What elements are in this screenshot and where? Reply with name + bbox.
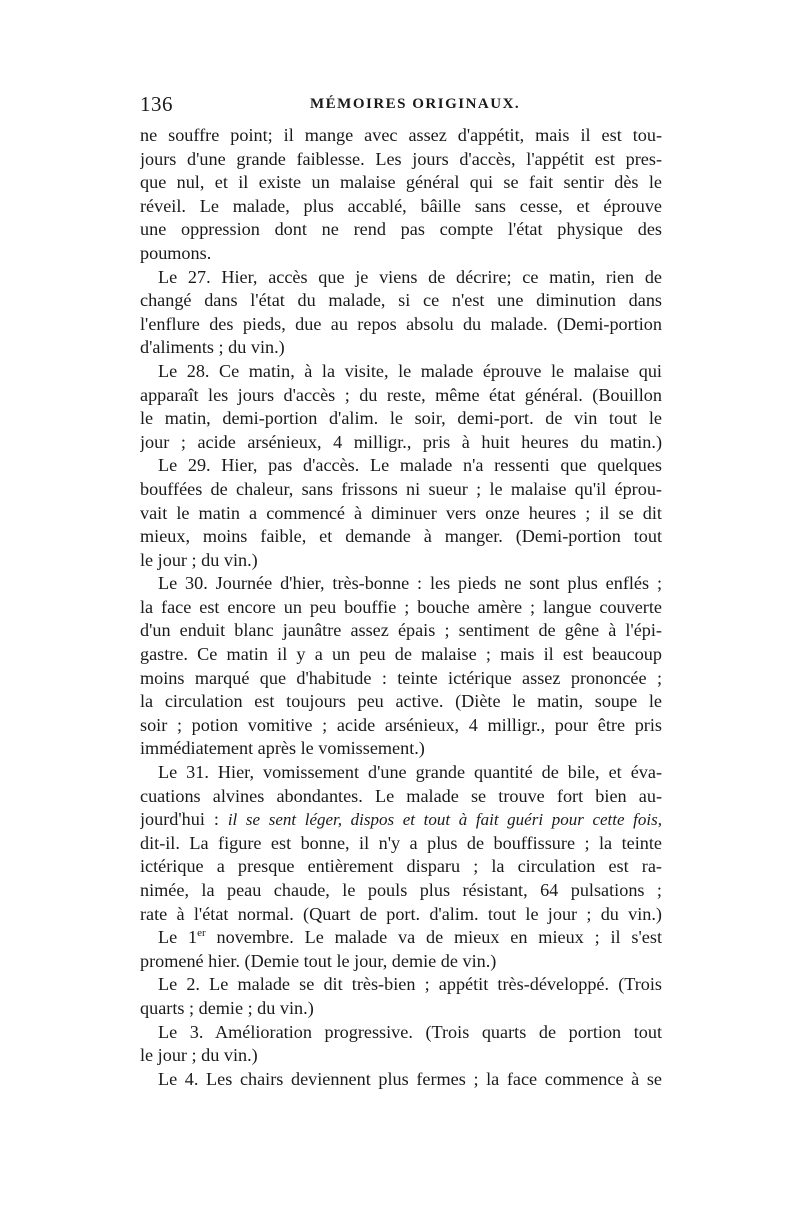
text-line: Le 4. Les chairs deviennent plus fermes ; la face commence à se [158, 1068, 662, 1089]
text-line: la circulation est toujours peu active. (Diète le matin, soupe le [140, 691, 662, 712]
text-line: le jour ; du vin.) [140, 549, 258, 570]
text-line: bouffées de chaleur, sans frissons ni sueur ; le malaise qu'il éprou- [140, 478, 662, 499]
text-line: cuations alvines abondantes. Le malade se trouve fort bien au- [140, 785, 662, 806]
text-run: novembre. Le malade va de mieux en mieux ; il s'est [205, 927, 662, 948]
text-line: Le 29. Hier, pas d'accès. Le malade n'a ressenti que quelques [158, 455, 662, 476]
text-line: nimée, la peau chaude, le pouls plus résistant, 64 pulsations ; [140, 880, 662, 900]
text-run: jourd'hui : [140, 809, 228, 830]
text-line: ne souffre point; il mange avec assez d'appétit, mais il est tou- [140, 125, 662, 145]
text-line: jours d'une grande faiblesse. Les jours d'accès, l'appétit est pres- [140, 148, 662, 169]
running-title: MÉMOIRES ORIGINAUX. [310, 96, 521, 112]
text-line: que nul, et il existe un malaise général qui se fait sentir dès le [140, 172, 662, 193]
text-line: gastre. Ce matin il y a un peu de malaise ; mais il est beaucoup [140, 644, 662, 665]
text-line [140, 926, 662, 950]
text-line: moins marqué que d'habitude : teinte ictérique assez prononcée ; [140, 667, 662, 688]
text-line: d'un enduit blanc jaunâtre assez épais ; sentiment de gêne à l'épi- [140, 620, 662, 641]
text-line: dit-il. La figure est bonne, il n'y a plus de bouffissure ; la teinte [140, 832, 662, 853]
ordinal-superscript: er [197, 927, 206, 940]
italic-quote: il se sent léger, dispos et tout à fait guéri pour cette fois, [227, 810, 662, 830]
text-line: mieux, moins faible, et demande à manger. (Demi-portion tout [140, 526, 662, 547]
text-line: Le 27. Hier, accès que je viens de décrire; ce matin, rien de [158, 266, 662, 287]
text-line: réveil. Le malade, plus accablé, bâille sans cesse, et éprouve [140, 195, 662, 216]
text-line: le matin, demi-portion d'alim. le soir, demi-port. de vin tout le [140, 408, 662, 429]
text-line: d'aliments ; du vin.) [140, 337, 285, 358]
text-line: le jour ; du vin.) [140, 1045, 258, 1066]
text-line: quarts ; demie ; du vin.) [140, 997, 314, 1018]
text-line: apparaît les jours d'accès ; du reste, même état général. (Bouillon [140, 384, 662, 405]
text-line: Le 31. Hier, vomissement d'une grande quantité de bile, et éva- [158, 762, 662, 783]
text-line: Le 3. Amélioration progressive. (Trois quarts de portion tout [158, 1021, 662, 1042]
page-header [140, 92, 662, 122]
text-line: changé dans l'état du malade, si ce n'est une diminution dans [140, 290, 662, 311]
text-line: l'enflure des pieds, due au repos absolu du malade. (Demi-portion [140, 313, 662, 334]
text-line: jour ; acide arsénieux, 4 milligr., pris à huit heures du matin.) [140, 431, 662, 452]
text-line: la face est encore un peu bouffie ; bouche amère ; langue couverte [140, 596, 662, 617]
text-line: Le 28. Ce matin, à la visite, le malade éprouve le malaise qui [158, 360, 662, 381]
text-line: immédiatement après le vomissement.) [140, 738, 425, 759]
text-run: Le 1 [158, 927, 198, 948]
text-line: rate à l'état normal. (Quart de port. d'alim. tout le jour ; du vin.) [140, 903, 662, 924]
text-line: Le 2. Le malade se dit très-bien ; appétit très-développé. (Trois [158, 974, 662, 995]
text-line: une oppression dont ne rend pas compte l'état physique des [140, 219, 662, 240]
text-line: poumons. [140, 242, 212, 263]
text-line [140, 808, 662, 832]
text-line: soir ; potion vomitive ; acide arsénieux, 4 milligr., pour être pris [140, 714, 662, 735]
text-line: vait le matin a commencé à diminuer vers onze heures ; il se dit [140, 502, 662, 523]
text-line: ictérique a presque entièrement disparu ; la circulation est ra- [140, 856, 662, 877]
text-line: promené hier. (Demie tout le jour, demie de vin.) [140, 950, 497, 971]
text-line: Le 30. Journée d'hier, très-bonne : les pieds ne sont plus enflés ; [158, 573, 662, 594]
body-text [140, 124, 662, 1091]
page-number: 136 [140, 92, 173, 116]
